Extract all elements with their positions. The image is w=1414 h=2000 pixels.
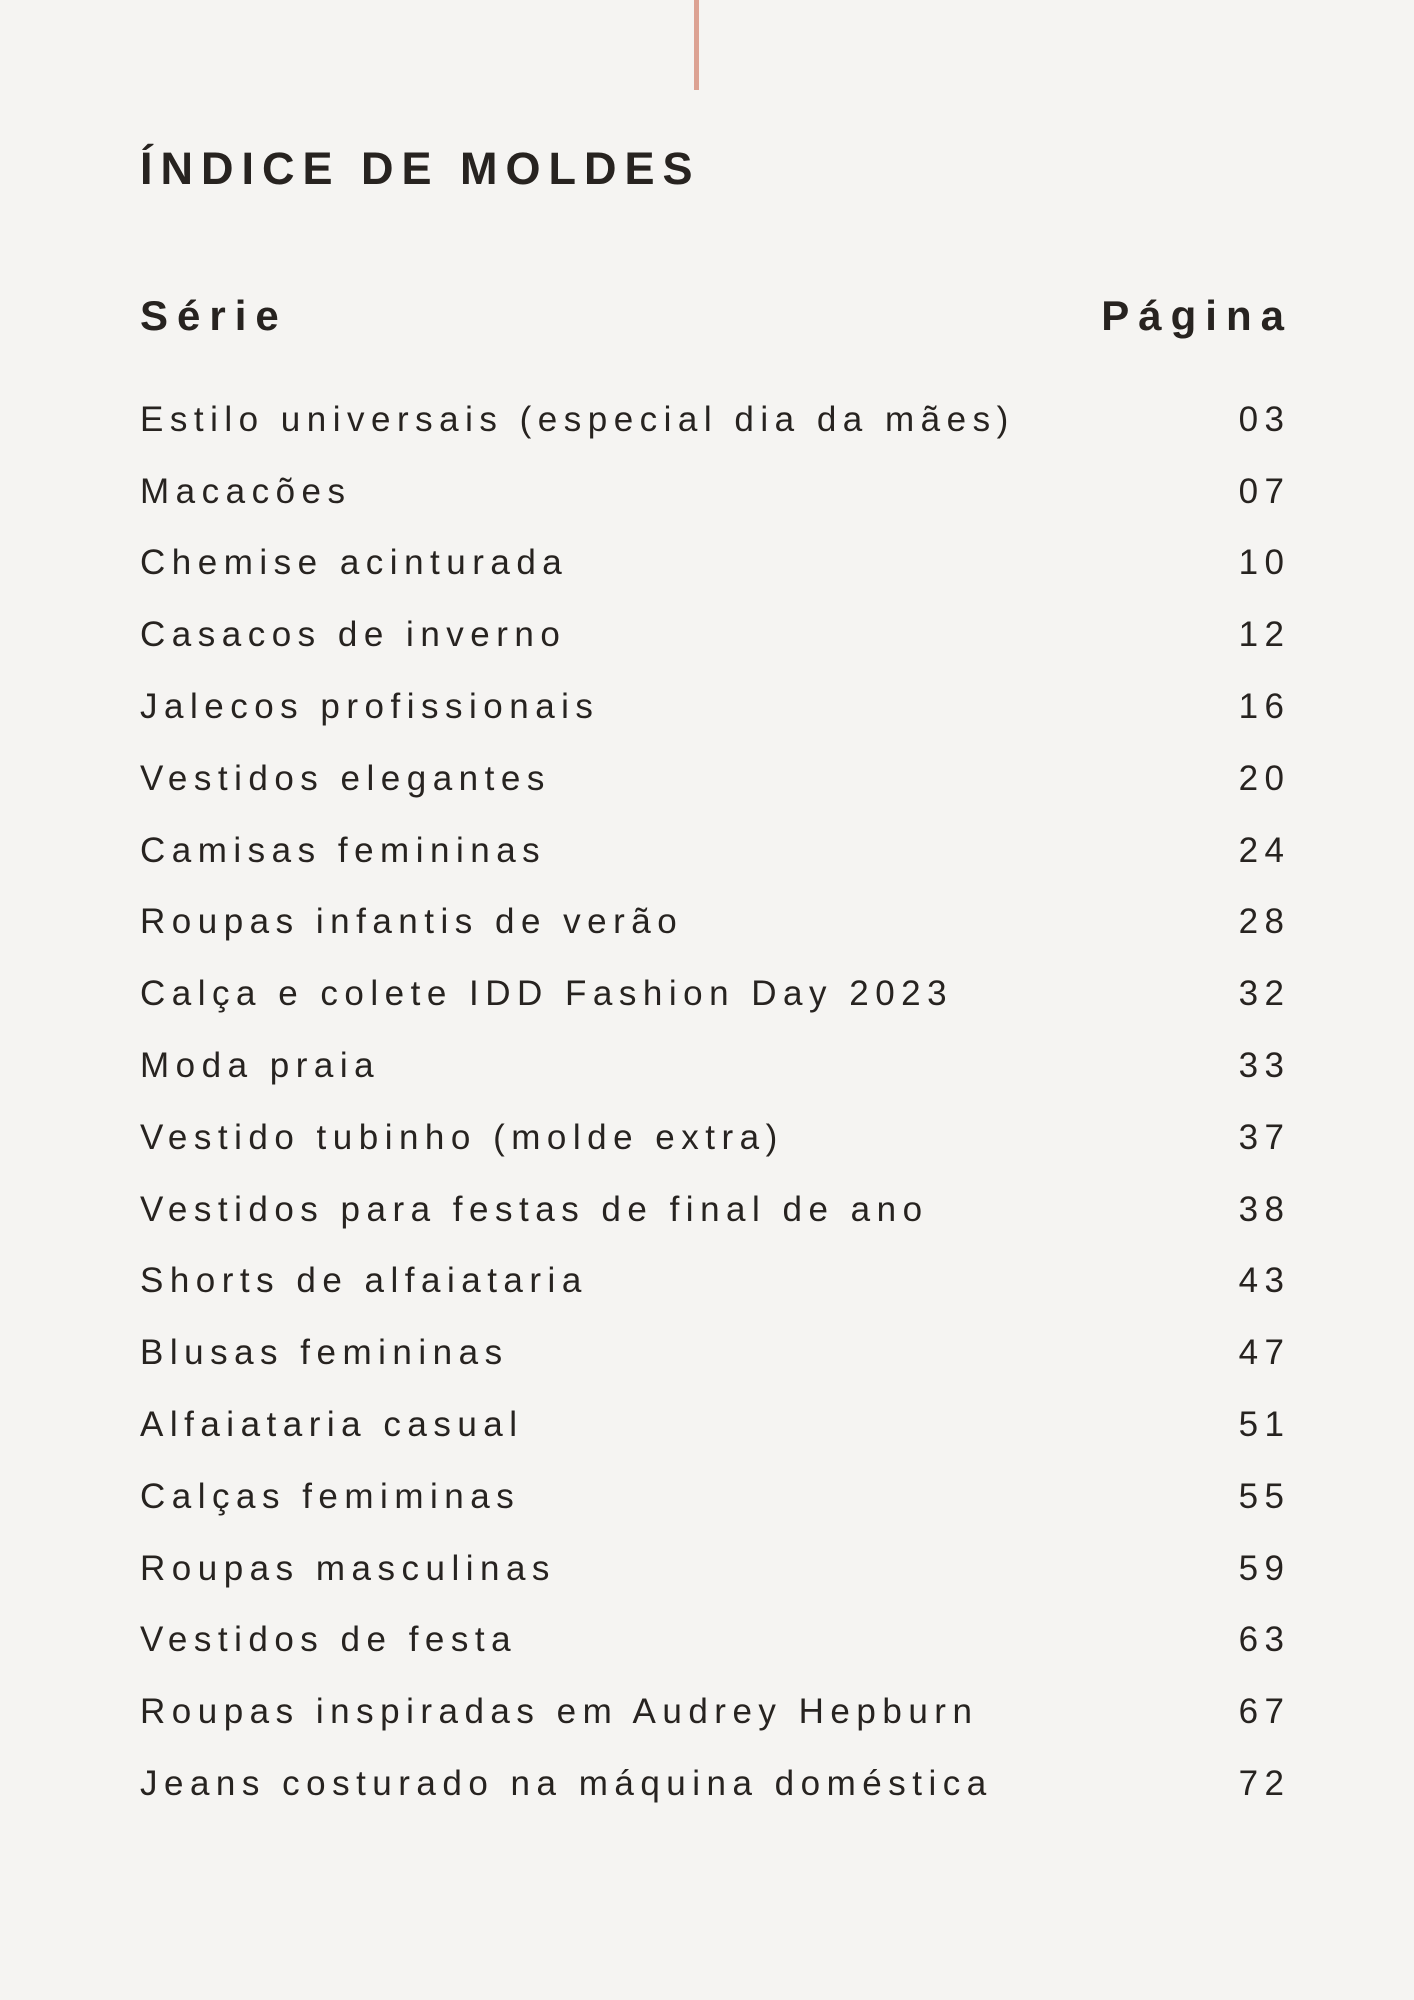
toc-entry-label: Chemise acinturada bbox=[140, 543, 569, 583]
toc-entry-label: Roupas infantis de verão bbox=[140, 902, 684, 942]
toc-entry[interactable] bbox=[140, 1533, 1291, 1605]
toc-entry-label: Vestido tubinho (molde extra) bbox=[140, 1117, 784, 1157]
toc-entry-label: Jeans costurado na máquina doméstica bbox=[140, 1764, 993, 1804]
toc-entry-label: Estilo universais (especial dia da mães) bbox=[140, 399, 1015, 439]
toc-entry-page-number: 55 bbox=[1238, 1476, 1291, 1516]
toc-entry-page-number: 03 bbox=[1238, 399, 1291, 439]
toc-entry[interactable] bbox=[140, 958, 1291, 1030]
toc-entry-page-number: 24 bbox=[1238, 830, 1291, 870]
toc-entry-page-number: 51 bbox=[1238, 1405, 1291, 1445]
toc-entry-label: Roupas inspiradas em Audrey Hepburn bbox=[140, 1692, 979, 1732]
toc-entry-page-number: 28 bbox=[1238, 902, 1291, 942]
toc-entry-label: Vestidos de festa bbox=[140, 1620, 518, 1660]
page-title: ÍNDICE DE MOLDES bbox=[140, 143, 701, 194]
toc-entry-page-number: 72 bbox=[1238, 1764, 1291, 1804]
toc-entry-label: Shorts de alfaiataria bbox=[140, 1261, 588, 1301]
toc-entry[interactable] bbox=[140, 887, 1291, 959]
toc-entry-label: Vestidos para festas de final de ano bbox=[140, 1189, 929, 1229]
toc-entry[interactable] bbox=[140, 528, 1291, 600]
toc-entry-label: Macacões bbox=[140, 471, 352, 511]
toc-entry[interactable] bbox=[140, 599, 1291, 671]
toc-entry-label: Calças femiminas bbox=[140, 1476, 521, 1516]
toc-entry[interactable] bbox=[140, 743, 1291, 815]
toc-entry-page-number: 10 bbox=[1238, 543, 1291, 583]
toc-entry-label: Casacos de inverno bbox=[140, 615, 567, 655]
toc-entry[interactable] bbox=[140, 1676, 1291, 1748]
toc-entry[interactable] bbox=[140, 815, 1291, 887]
toc-entry-page-number: 47 bbox=[1238, 1333, 1291, 1373]
toc-entry-page-number: 16 bbox=[1238, 687, 1291, 727]
toc-entry[interactable] bbox=[140, 1748, 1291, 1820]
toc-entry-page-number: 67 bbox=[1238, 1692, 1291, 1732]
toc-entry-page-number: 20 bbox=[1238, 758, 1291, 798]
toc-entry[interactable] bbox=[140, 384, 1291, 456]
toc-entry-page-number: 32 bbox=[1238, 974, 1291, 1014]
toc-entry-page-number: 59 bbox=[1238, 1548, 1291, 1588]
toc-entry-label: Camisas femininas bbox=[140, 830, 547, 870]
accent-line-decoration bbox=[694, 0, 699, 90]
toc-entry-page-number: 43 bbox=[1238, 1261, 1291, 1301]
toc-entry-label: Jalecos profissionais bbox=[140, 687, 600, 727]
toc-entry[interactable] bbox=[140, 1246, 1291, 1318]
toc-entry-page-number: 63 bbox=[1238, 1620, 1291, 1660]
toc-entry-label: Calça e colete IDD Fashion Day 2023 bbox=[140, 974, 954, 1014]
toc-entry-page-number: 33 bbox=[1238, 1046, 1291, 1086]
toc-list bbox=[140, 384, 1291, 1820]
toc-entry-label: Vestidos elegantes bbox=[140, 758, 551, 798]
toc-entry[interactable] bbox=[140, 1317, 1291, 1389]
toc-entry[interactable] bbox=[140, 456, 1291, 528]
column-header-page: Página bbox=[1101, 292, 1293, 339]
toc-entry-page-number: 07 bbox=[1238, 471, 1291, 511]
toc-entry-label: Alfaiataria casual bbox=[140, 1405, 524, 1445]
toc-entry-label: Roupas masculinas bbox=[140, 1548, 556, 1588]
toc-entry-page-number: 38 bbox=[1238, 1189, 1291, 1229]
toc-entry-label: Blusas femininas bbox=[140, 1333, 509, 1373]
toc-entry[interactable] bbox=[140, 671, 1291, 743]
toc-entry[interactable] bbox=[140, 1174, 1291, 1246]
column-header-row bbox=[140, 292, 1293, 339]
toc-entry-page-number: 37 bbox=[1238, 1117, 1291, 1157]
toc-entry[interactable] bbox=[140, 1461, 1291, 1533]
toc-entry[interactable] bbox=[140, 1030, 1291, 1102]
toc-entry[interactable] bbox=[140, 1102, 1291, 1174]
toc-entry[interactable] bbox=[140, 1605, 1291, 1677]
toc-entry-label: Moda praia bbox=[140, 1046, 381, 1086]
column-header-series: Série bbox=[140, 292, 288, 339]
toc-entry-page-number: 12 bbox=[1238, 615, 1291, 655]
toc-entry[interactable] bbox=[140, 1389, 1291, 1461]
